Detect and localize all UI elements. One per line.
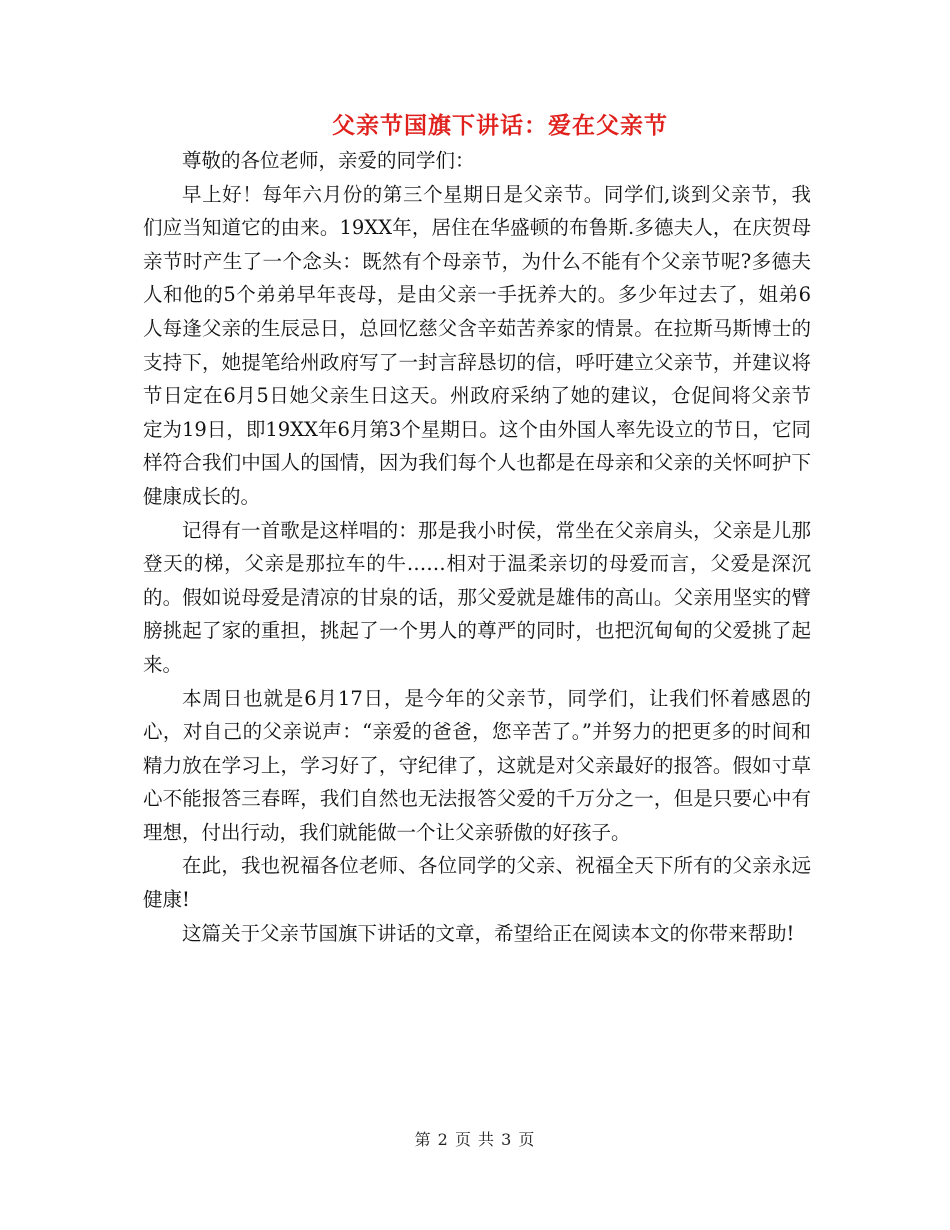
closing-paragraph: 这篇关于父亲节国旗下讲话的文章，希望给正在阅读本文的你带来帮助! bbox=[182, 921, 795, 945]
body-paragraph: 在此，我也祝福各位老师、各位同学的父亲、祝福全天下所有的父亲永远健康! bbox=[143, 854, 811, 912]
salutation-paragraph: 尊敬的各位老师，亲爱的同学们： bbox=[182, 149, 475, 172]
page-number-footer: 第 2 页 共 3 页 bbox=[414, 1130, 536, 1149]
body-paragraph: 早上好！每年六月份的第三个星期日是父亲节。同学们,谈到父亲节，我们应当知道它的由来。19XX年，居住在华盛顿的布鲁斯.多德夫人，在庆贺母亲节时产生了一个念头：既然有个母亲节，为什么不能有个父亲节呢?多德夫人和他的5个弟弟早年丧母，是由父亲一手抚养大的。多少年过去了，姐弟6人每逢父亲的生辰忌日，总回忆慈父含辛茹苦养家的情景。在拉斯马斯博士的支持下，她提笔给州政府写了一封言辞恳切的信，呼吁建立父亲节，并建议将节日定在6月5日她父亲生日这天。州政府采纳了她的建议，仓促间将父亲节定为19日，即19XX年6月第3个星期日。这个由外国人率先设立的节日，它同样符合我们中国人的国情，因为我们每个人也都是在母亲和父亲的关怀呵护下健康成长的。 bbox=[143, 182, 811, 508]
document-title: 父亲节国旗下讲话：爱在父亲节 bbox=[332, 112, 668, 139]
body-paragraph: 本周日也就是6月17日，是今年的父亲节，同学们，让我们怀着感恩的心，对自己的父亲说声：“亲爱的爸爸，您辛苦了。”并努力的把更多的时间和精力放在学习上，学习好了，守纪律了，这就是对父亲最好的报答。假如寸草心不能报答三春晖，我们自然也无法报答父爱的千万分之一，但是只要心中有理想，付出行动，我们就能做一个让父亲骄傲的好孩子。 bbox=[143, 686, 811, 844]
body-paragraph: 记得有一首歌是这样唱的：那是我小时侯，常坐在父亲肩头，父亲是儿那登天的梯，父亲是那拉车的牛……相对于温柔亲切的母爱而言，父爱是深沉的。假如说母爱是清凉的甘泉的话，那父爱就是雄伟的高山。父亲用坚实的臂膀挑起了家的重担，挑起了一个男人的尊严的同时，也把沉甸甸的父爱挑了起来。 bbox=[143, 518, 811, 676]
document-body bbox=[143, 144, 811, 950]
